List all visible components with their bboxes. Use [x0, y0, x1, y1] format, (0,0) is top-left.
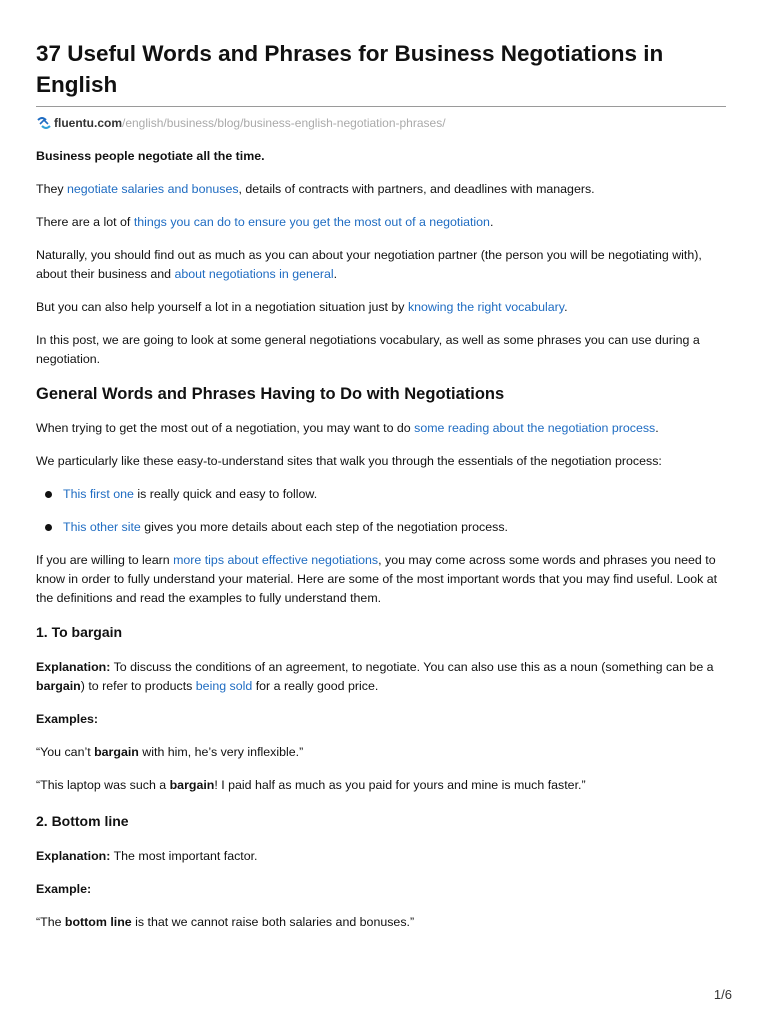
text: is really quick and easy to follow. [133, 487, 318, 501]
page-title: 37 Useful Words and Phrases for Business Negotiations in English [36, 41, 664, 97]
link-more-tips[interactable]: more tips about effective negotiations [173, 553, 379, 567]
article-body [36, 147, 726, 932]
text: “The [36, 915, 65, 929]
text: , you may come across some words and phrases you need to know in order to fully understand your material. Here are some of the most important words that you may find useful. Look at the definitions and read the examples to fully understand them. [36, 553, 718, 605]
paragraph: In this post, we are going to look at some general negotiations vocabulary, as well as some phrases you can use during a negotiation. [36, 333, 700, 366]
bold-term: bargain [94, 745, 139, 759]
bullet-icon [45, 524, 52, 531]
term-explanation [36, 658, 726, 696]
term-explanation [36, 847, 726, 866]
link-reading-negotiation-process[interactable]: some reading about the negotiation process [414, 421, 656, 435]
source-path[interactable]: /english/business/blog/business-english-negotiation-phrases/ [122, 116, 446, 130]
text: ! I paid half as much as you paid for yours and mine is much faster.” [214, 778, 586, 792]
bullet-icon [45, 491, 52, 498]
link-being-sold[interactable]: being sold [195, 679, 253, 693]
paragraph [36, 551, 726, 608]
list-item [36, 485, 726, 504]
bold-term: bargain [36, 679, 81, 693]
example [36, 743, 726, 762]
label-text: Examples: [36, 712, 98, 726]
list-item [36, 518, 726, 537]
text: . [333, 267, 338, 281]
bold-term: bottom line [64, 915, 132, 929]
explanation-label: Explanation: [36, 660, 111, 674]
text: “You can’t [36, 745, 95, 759]
text: . [655, 421, 659, 435]
text: ) to refer to products [80, 679, 196, 693]
link-right-vocabulary[interactable]: knowing the right vocabulary [407, 300, 565, 314]
link-other-site[interactable]: This other site [63, 520, 141, 534]
fluentu-logo-icon [36, 116, 52, 130]
text: To discuss the conditions of an agreement, to negotiate. You can also use this as a noun (something can be a [110, 660, 714, 674]
text: , details of contracts with partners, and deadlines with managers. [238, 182, 595, 196]
text: There are a lot of [36, 215, 134, 229]
text: They [36, 182, 67, 196]
text: When trying to get the most out of a negotiation, you may want to do [36, 421, 415, 435]
term-heading: 1. To bargain [36, 624, 123, 640]
source-domain[interactable]: fluentu.com [54, 116, 122, 130]
text: Naturally, you should find out as much as you can about your negotiation partner (the person you will be negotiating with), about their business and [36, 248, 702, 281]
link-things-you-can-do[interactable]: things you can do to ensure you get the most out of a negotiation [133, 215, 490, 229]
link-about-negotiations[interactable]: about negotiations in general [174, 267, 334, 281]
paragraph [36, 213, 726, 232]
example [36, 913, 726, 932]
example-label [36, 880, 726, 899]
site-list [36, 485, 726, 537]
text: with him, he’s very inflexible.” [138, 745, 304, 759]
paragraph [36, 180, 726, 199]
label-text: Example: [36, 882, 92, 896]
explanation-label: Explanation: [36, 849, 111, 863]
document-page [36, 38, 726, 946]
text: If you are willing to learn [36, 553, 174, 567]
text: The most important factor. [110, 849, 258, 863]
term-heading: 2. Bottom line [36, 813, 129, 829]
paragraph [36, 298, 726, 317]
paragraph: We particularly like these easy-to-understand sites that walk you through the essentials of the negotiation process: [36, 454, 662, 468]
page-number: 1/6 [713, 987, 732, 1002]
text: But you can also help yourself a lot in a negotiation situation just by [36, 300, 408, 314]
source-line [36, 115, 726, 131]
text: . [564, 300, 568, 314]
text: gives you more details about each step of the negotiation process. [140, 520, 508, 534]
text: “This laptop was such a [36, 778, 170, 792]
example [36, 776, 726, 795]
lead-paragraph [36, 147, 726, 166]
text: is that we cannot raise both salaries and bonuses.” [131, 915, 415, 929]
paragraph [36, 419, 726, 438]
bold-term: bargain [169, 778, 215, 792]
lead-text: Business people negotiate all the time. [36, 149, 265, 163]
examples-label [36, 710, 726, 729]
link-negotiate-salaries[interactable]: negotiate salaries and bonuses [67, 182, 239, 196]
text: . [489, 215, 494, 229]
text: for a really good price. [252, 679, 379, 693]
paragraph [36, 246, 726, 284]
section-heading: General Words and Phrases Having to Do with Negotiations [36, 385, 505, 403]
link-first-one[interactable]: This first one [63, 487, 134, 501]
title-divider [36, 106, 726, 107]
